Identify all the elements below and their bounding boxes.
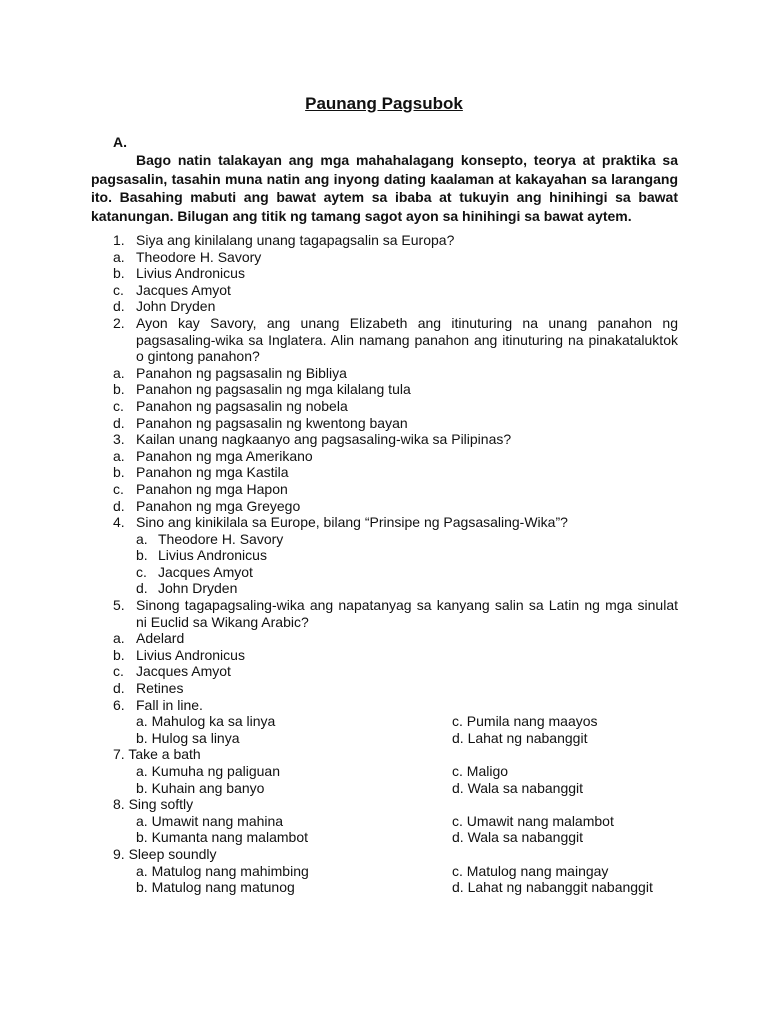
option-letter: a. bbox=[113, 630, 125, 647]
question-4 bbox=[0, 514, 768, 531]
option-row bbox=[0, 464, 768, 481]
option-b: b. Kumanta nang malambot bbox=[136, 829, 308, 846]
option-text: Panahon ng pagsasalin ng mga kilalang tula bbox=[136, 381, 411, 398]
option-text: Panahon ng pagsasalin ng Bibliya bbox=[136, 364, 347, 381]
option-b: b. Kuhain ang banyo bbox=[136, 779, 265, 796]
option-d: d. Lahat ng nabanggit bbox=[452, 729, 588, 746]
option-row bbox=[0, 663, 768, 680]
option-letter: d. bbox=[113, 497, 125, 514]
option-a: a. Umawit nang mahina bbox=[136, 812, 284, 829]
option-letter: b. bbox=[136, 547, 148, 564]
question-number: 3. bbox=[113, 431, 125, 448]
question-text: Sinong tagapagsaling-wika ang napatanyag sa kanyang salin sa Latin ng mga sinulat ni Euclid sa Wikang Arabic? bbox=[136, 597, 678, 630]
option-row bbox=[0, 780, 768, 797]
option-letter: b. bbox=[113, 464, 125, 481]
option-text: Panahon ng mga Amerikano bbox=[136, 447, 313, 464]
option-letter: c. bbox=[113, 480, 124, 497]
page-title: Paunang Pagsubok bbox=[305, 94, 463, 113]
option-text: Panahon ng mga Greyego bbox=[136, 497, 301, 514]
option-row bbox=[0, 879, 768, 896]
question-text: Ayon kay Savory, ang unang Elizabeth ang itinuturing na unang panahon ng pagsasaling-wika sa Inglatera. Alin namang panahon ang itinuturing na pinakataluktok o gintong panahon? bbox=[136, 314, 678, 365]
option-text: Jacques Amyot bbox=[158, 563, 253, 580]
option-row bbox=[0, 580, 768, 597]
option-row bbox=[0, 415, 768, 432]
option-a: a. Kumuha ng paliguan bbox=[136, 763, 280, 779]
option-b: b. Hulog sa linya bbox=[136, 729, 240, 746]
option-a: a. Matulog nang mahimbing bbox=[136, 862, 309, 879]
option-row bbox=[0, 249, 768, 266]
option-text: Panahon ng mga Hapon bbox=[136, 480, 288, 497]
option-text: Panahon ng pagsasalin ng kwentong bayan bbox=[136, 414, 408, 431]
option-row bbox=[0, 265, 768, 282]
option-text: Retines bbox=[136, 680, 184, 697]
question-6 bbox=[0, 697, 768, 714]
option-letter: c. bbox=[113, 663, 124, 680]
option-row bbox=[0, 381, 768, 398]
option-row bbox=[0, 298, 768, 315]
question-3 bbox=[0, 431, 768, 448]
option-text: Livius Andronicus bbox=[136, 646, 245, 663]
question-list bbox=[0, 232, 768, 896]
question-number: 4. bbox=[113, 514, 125, 531]
option-c: c. Umawit nang malambot bbox=[452, 812, 614, 829]
option-c: c. Matulog nang maingay bbox=[452, 862, 609, 879]
option-row bbox=[0, 498, 768, 515]
question-number: 2. bbox=[113, 314, 125, 331]
question-number: 1. bbox=[113, 232, 125, 248]
question-5 bbox=[0, 597, 768, 630]
option-letter: a. bbox=[113, 248, 125, 265]
option-text: Adelard bbox=[136, 630, 185, 647]
option-text: Livius Andronicus bbox=[136, 265, 245, 282]
option-letter: c. bbox=[113, 281, 124, 298]
section-label: A. bbox=[113, 134, 127, 150]
option-letter: b. bbox=[113, 265, 125, 282]
option-letter: b. bbox=[113, 381, 125, 398]
option-d: d. Wala sa nabanggit bbox=[452, 829, 584, 846]
option-row bbox=[0, 564, 768, 581]
option-row bbox=[0, 531, 768, 548]
option-letter: c. bbox=[136, 563, 147, 580]
option-row bbox=[0, 448, 768, 465]
option-d: d. Lahat ng nabanggit nabanggit bbox=[452, 879, 653, 896]
option-row bbox=[0, 365, 768, 382]
option-text: Livius Andronicus bbox=[158, 547, 267, 564]
question-text: Fall in line. bbox=[136, 696, 203, 713]
question-text: 8. Sing softly bbox=[113, 796, 194, 813]
option-row bbox=[0, 647, 768, 664]
option-text: Jacques Amyot bbox=[136, 281, 231, 298]
option-text: Theodore H. Savory bbox=[136, 248, 262, 265]
option-row bbox=[0, 282, 768, 299]
option-text: Panahon ng pagsasalin ng nobela bbox=[136, 397, 348, 414]
question-9 bbox=[0, 846, 768, 863]
question-number: 5. bbox=[113, 597, 125, 614]
option-row bbox=[0, 829, 768, 846]
option-letter: a. bbox=[113, 447, 125, 464]
question-8 bbox=[0, 796, 768, 813]
option-c: c. Pumila nang maayos bbox=[452, 713, 598, 730]
option-row bbox=[0, 398, 768, 415]
option-text: Theodore H. Savory bbox=[158, 530, 284, 547]
option-text: John Dryden bbox=[158, 580, 238, 597]
option-b: b. Matulog nang matunog bbox=[136, 879, 295, 896]
question-1 bbox=[0, 232, 768, 249]
option-c: c. Maligo bbox=[452, 763, 509, 779]
option-row bbox=[0, 730, 768, 747]
question-text: Kailan unang nagkaanyo ang pagsasaling-wika sa Pilipinas? bbox=[136, 431, 512, 448]
question-text: Siya ang kinilalang unang tagapagsalin sa Europa? bbox=[136, 232, 455, 248]
option-text: John Dryden bbox=[136, 298, 216, 315]
question-text: 9. Sleep soundly bbox=[113, 845, 217, 862]
option-letter: c. bbox=[113, 397, 124, 414]
option-row bbox=[0, 863, 768, 880]
option-letter: a. bbox=[113, 364, 125, 381]
option-row bbox=[0, 680, 768, 697]
option-text: Panahon ng mga Kastila bbox=[136, 464, 289, 481]
option-row bbox=[0, 630, 768, 647]
option-row bbox=[0, 547, 768, 564]
question-7 bbox=[0, 746, 768, 763]
option-a: a. Mahulog ka sa linya bbox=[136, 713, 276, 730]
question-text: Sino ang kinikilala sa Europe, bilang “Prinsipe ng Pagsasaling-Wika”? bbox=[136, 514, 568, 531]
option-row bbox=[0, 713, 768, 730]
option-row bbox=[0, 763, 768, 780]
option-text: Jacques Amyot bbox=[136, 663, 231, 680]
option-letter: a. bbox=[136, 530, 148, 547]
question-text: 7. Take a bath bbox=[113, 746, 201, 763]
question-number: 6. bbox=[113, 696, 125, 713]
option-letter: d. bbox=[136, 580, 148, 597]
option-letter: d. bbox=[113, 414, 125, 431]
instructions-paragraph: Bago natin talakayan ang mga mahahalagang konsepto, teorya at praktika sa pagsasalin, tasahin muna natin ang inyong dating kaalaman at kakayahan sa larangang ito. Basahing mabuti ang bawat aytem sa ibaba at tukuyin ang hinihingi sa bawat katanungan. Bilugan ang titik ng tamang sagot ayon sa hinihingi sa bawat aytem. bbox=[91, 152, 678, 224]
option-d: d. Wala sa nabanggit bbox=[452, 779, 584, 796]
question-2 bbox=[0, 315, 768, 365]
option-letter: b. bbox=[113, 646, 125, 663]
option-letter: d. bbox=[113, 298, 125, 315]
option-letter: d. bbox=[113, 680, 125, 697]
option-row bbox=[0, 813, 768, 830]
option-row bbox=[0, 481, 768, 498]
